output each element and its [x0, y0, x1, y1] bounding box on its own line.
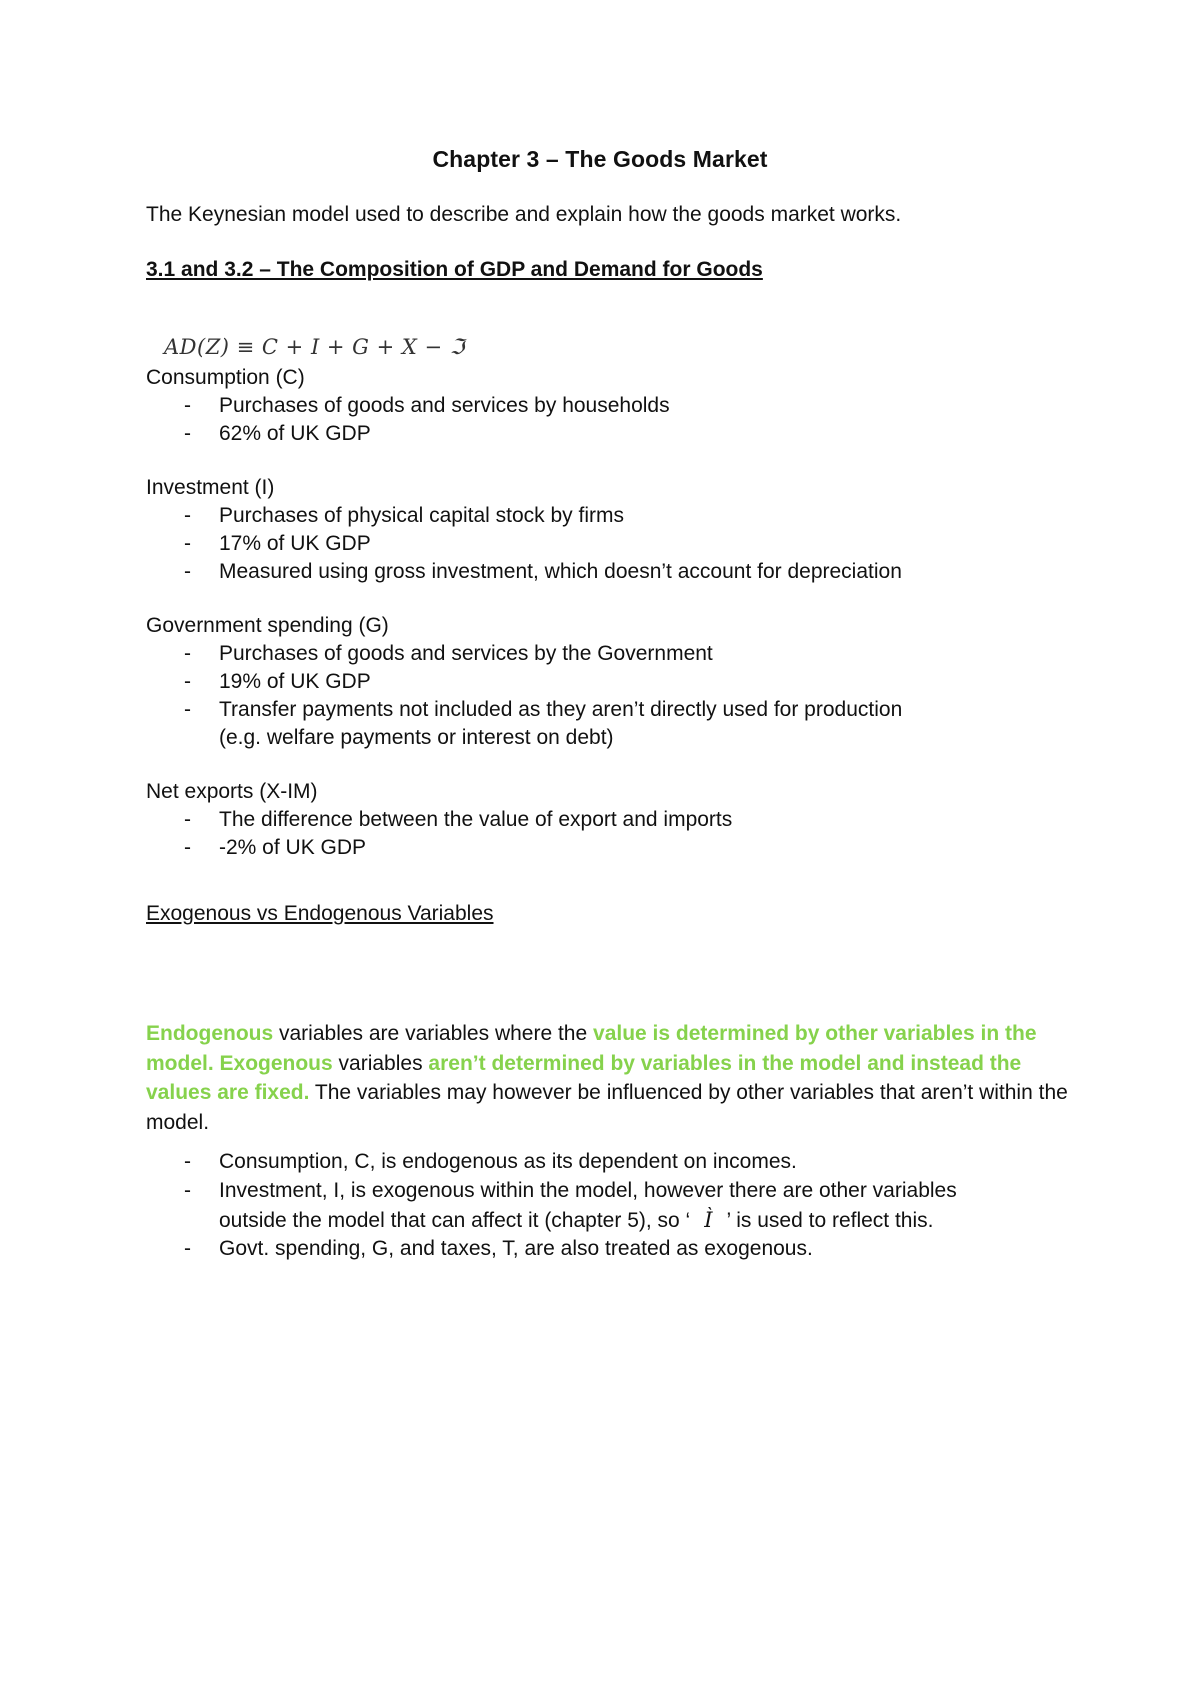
bullet-marker: -	[184, 836, 191, 859]
list-item-text: outside the model that can affect it (chapter 5), so ‘	[219, 1209, 691, 1232]
list-item-text: ’ is used to reflect this.	[726, 1209, 934, 1232]
component-label-government: Government spending (G)	[146, 614, 389, 637]
bullet-marker: -	[184, 670, 191, 693]
highlight-text: value is determined by other variables in the model. Exogenous	[146, 1022, 1037, 1075]
bullet-marker: -	[184, 1150, 191, 1173]
component-label-investment: Investment (I)	[146, 476, 275, 499]
component-label-consumption: Consumption (C)	[146, 366, 305, 389]
ad-formula: AD(Z) ≡ C + I + G + X − ℑ	[164, 335, 465, 359]
bullet-marker: -	[184, 698, 191, 721]
term-endogenous: Endogenous	[146, 1022, 274, 1045]
bullet-marker: -	[184, 394, 191, 417]
list-item: Investment, I, is exogenous within the model, however there are other variables	[219, 1179, 957, 1202]
list-item: Purchases of goods and services by households	[219, 394, 670, 417]
para-text: variables are variables where the	[273, 1022, 594, 1045]
bullet-marker: -	[184, 422, 191, 445]
para-text: The variables may however be influenced by other variables that aren’t within the model.	[146, 1081, 1068, 1134]
list-item: Purchases of goods and services by the Government	[219, 642, 713, 665]
bullet-marker: -	[184, 1237, 191, 1260]
intro-text: The Keynesian model used to describe and explain how the goods market works.	[146, 203, 902, 226]
bullet-marker: -	[184, 1179, 191, 1202]
component-label-net-exports: Net exports (X-IM)	[146, 780, 318, 803]
bullet-marker: -	[184, 504, 191, 527]
definition-paragraph	[146, 1019, 1076, 1137]
page-title: Chapter 3 – The Goods Market	[432, 146, 768, 172]
para-text: variables	[332, 1051, 429, 1075]
bullet-marker: -	[184, 808, 191, 831]
list-item: 17% of UK GDP	[219, 532, 371, 555]
list-item: The difference between the value of export and imports	[219, 808, 733, 831]
list-item: Measured using gross investment, which doesn’t account for depreciation	[219, 560, 902, 583]
section-heading-composition: 3.1 and 3.2 – The Composition of GDP and Demand for Goods	[146, 258, 763, 281]
bullet-marker: -	[184, 642, 191, 665]
bullet-marker: -	[184, 560, 191, 583]
list-item: Purchases of physical capital stock by firms	[219, 504, 624, 527]
list-item: Transfer payments not included as they aren’t directly used for production	[219, 698, 903, 721]
list-item: Govt. spending, G, and taxes, T, are also treated as exogenous.	[219, 1237, 813, 1260]
list-item: Consumption, C, is endogenous as its dependent on incomes.	[219, 1150, 797, 1173]
list-item-continuation	[219, 1206, 934, 1235]
list-item: 62% of UK GDP	[219, 422, 371, 445]
list-item: -2% of UK GDP	[219, 836, 367, 859]
i-hat-symbol: Ì	[704, 1208, 713, 1232]
list-item-continuation: (e.g. welfare payments or interest on debt)	[219, 726, 614, 749]
bullet-marker: -	[184, 532, 191, 555]
highlight-text: aren’t determined by variables in the model and instead the values are fixed.	[146, 1051, 1022, 1104]
section-heading-variables: Exogenous vs Endogenous Variables	[146, 902, 494, 925]
list-item: 19% of UK GDP	[219, 670, 371, 693]
